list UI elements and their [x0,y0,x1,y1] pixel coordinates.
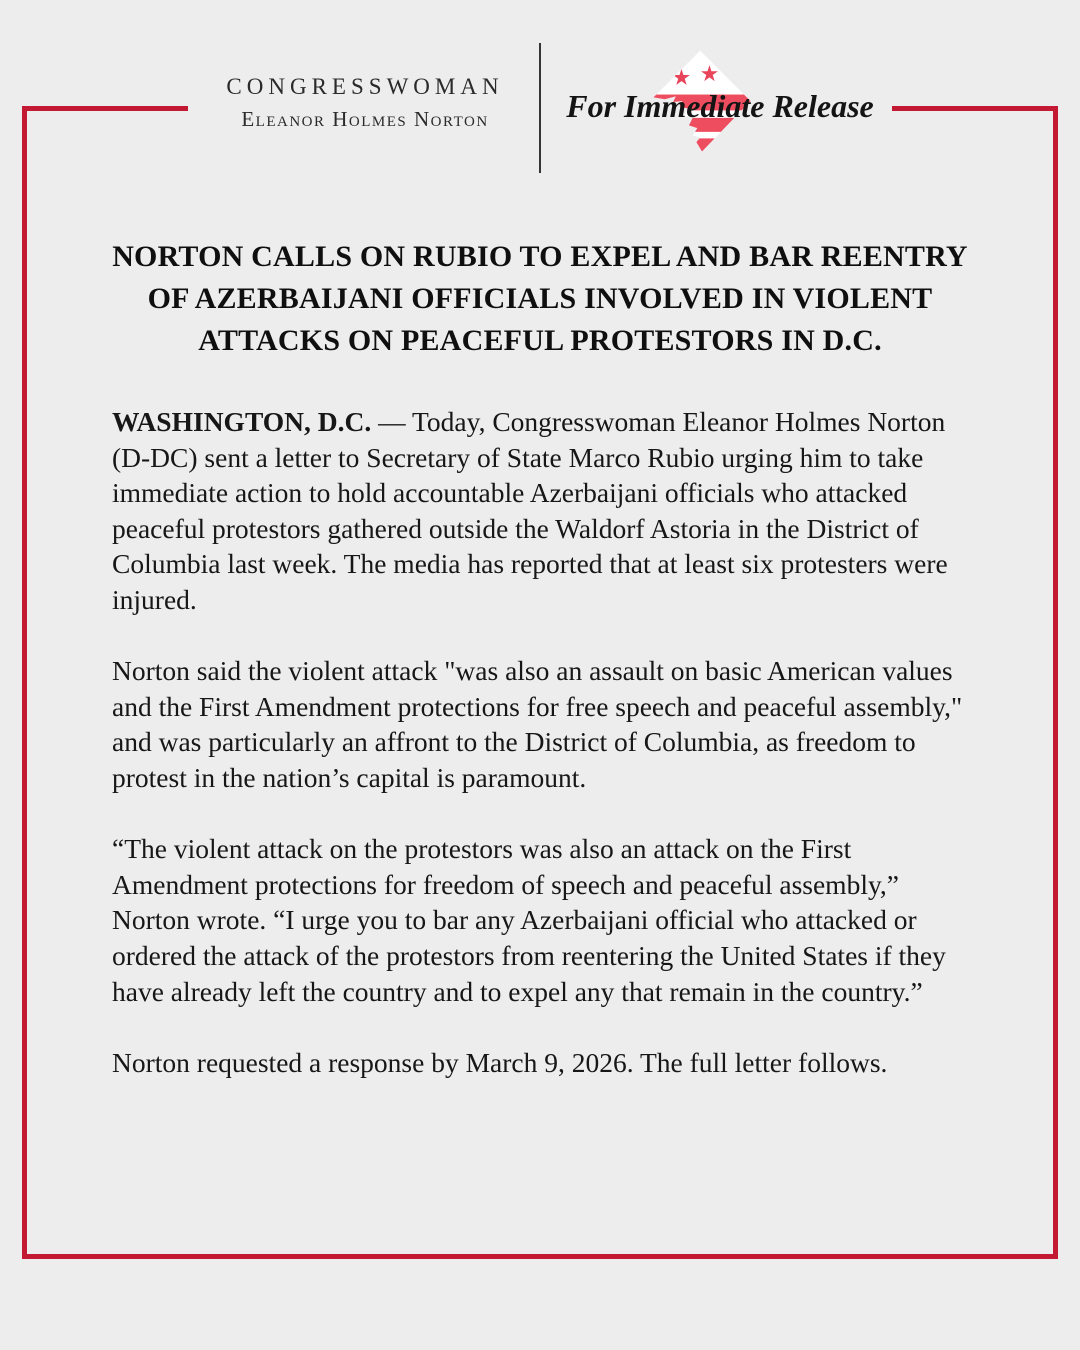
headline-line-3: ATTACKS ON PEACEFUL PROTESTORS IN D.C. [198,324,882,357]
paragraph-dateline [112,404,970,618]
dateline-rest: — Today, Congresswoman Eleanor Holmes Norton (D-DC) sent a letter to Secretary of State Marco Rubio urging him to take immediate action to hold accountable Azerbaijani officials who attacked peaceful protestors gathered outside the Waldorf Astoria in the District of Columbia last week. The media has reported that at least six protesters were injured. [112,406,948,615]
paragraph-4: Norton requested a response by March 9, 2026. The full letter follows. [112,1046,888,1078]
dateline-lead: WASHINGTON, D.C. [112,406,372,437]
masthead [165,74,565,132]
paragraph-3: “The violent attack on the protestors was also an attack on the First Amendment protections for freedom of speech and peaceful assembly,” Norton wrote. “I urge you to bar any Azerbaijani official who attacked or ordered the attack of the protestors from reentering the United States if they have already left the country and to expel any that remain in the country.” [112,833,946,1007]
headline-line-1: NORTON CALLS ON RUBIO TO EXPEL AND BAR REENTRY [112,240,968,273]
headline-line-2: OF AZERBAIJANI OFFICIALS INVOLVED IN VIOLENT [147,282,933,315]
frame-border-top-right [892,106,1058,111]
frame-border-top-left [22,106,188,111]
paragraph-2: Norton said the violent attack "was also an assault on basic American values and the First Amendment protections for free speech and peaceful assembly," and was particularly an affront to the District of Columbia, as freedom to protest in the nation’s capital is paramount. [112,655,963,793]
frame-border-bottom [22,1254,1058,1259]
frame-border-right [1053,106,1058,1259]
release-label: For Immediate Release [566,88,874,124]
masthead-title: CONGRESSWOMAN [226,74,504,99]
header-divider [539,43,541,173]
headline [90,236,990,362]
masthead-name: Eleanor Holmes Norton [241,107,489,131]
body-copy [112,404,970,1116]
frame-border-left [22,106,27,1259]
